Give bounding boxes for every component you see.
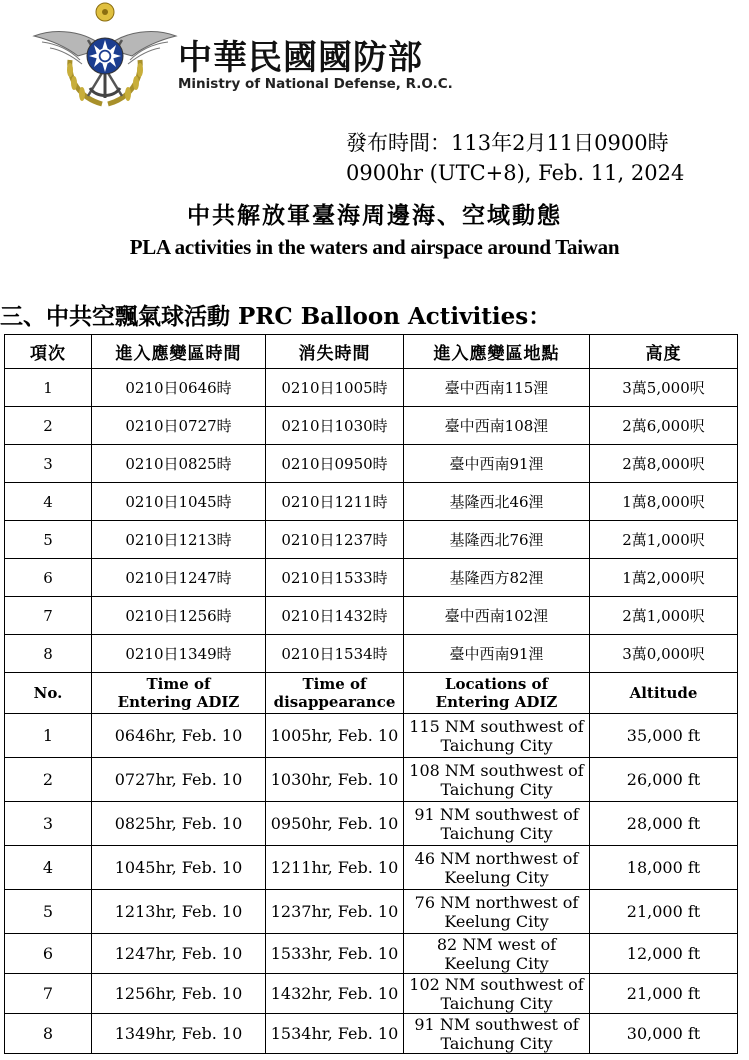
document-title bbox=[0, 200, 749, 262]
table-cell: 0210日0825時 bbox=[92, 445, 266, 483]
table-cell: 0210日0646時 bbox=[92, 369, 266, 407]
release-time bbox=[346, 128, 684, 188]
table-cell: 1 bbox=[5, 714, 92, 758]
table-row bbox=[5, 483, 738, 521]
table-cell: 3萬0,000呎 bbox=[590, 635, 738, 673]
table-cell: 18,000 ft bbox=[590, 846, 738, 890]
table-row bbox=[5, 559, 738, 597]
table-row bbox=[5, 407, 738, 445]
table-cell: 1247hr, Feb. 10 bbox=[92, 934, 266, 974]
cell-line: Keelung City bbox=[444, 953, 549, 973]
table-cell: 12,000 ft bbox=[590, 934, 738, 974]
mnd-emblem-icon bbox=[30, 0, 180, 108]
table-cell: 1349hr, Feb. 10 bbox=[92, 1014, 266, 1054]
table-cell: 8 bbox=[5, 1014, 92, 1054]
table-cell: 6 bbox=[5, 934, 92, 974]
header-cell bbox=[404, 673, 590, 714]
table-cell: 基隆西北46浬 bbox=[404, 483, 590, 521]
header-cell bbox=[590, 673, 738, 714]
header-line: Locations of bbox=[444, 675, 549, 693]
table-cell: 2 bbox=[5, 407, 92, 445]
table-cell: 8 bbox=[5, 635, 92, 673]
table-cell: 0210日1030時 bbox=[266, 407, 404, 445]
table-cell: 0210日1534時 bbox=[266, 635, 404, 673]
table-cell: 2萬1,000呎 bbox=[590, 521, 738, 559]
table-cell: 2 bbox=[5, 758, 92, 802]
table-cell: 0210日1533時 bbox=[266, 559, 404, 597]
table-cell: 臺中西南102浬 bbox=[404, 597, 590, 635]
table-row bbox=[5, 714, 738, 758]
cell-line: 102 NM southwest of bbox=[409, 974, 584, 994]
table-row bbox=[5, 521, 738, 559]
table-cell bbox=[404, 802, 590, 846]
cell-line: Taichung City bbox=[440, 735, 553, 755]
table-cell: 3 bbox=[5, 445, 92, 483]
table-cell bbox=[404, 1014, 590, 1054]
cell-line: 82 NM west of bbox=[436, 934, 557, 954]
table-row bbox=[5, 802, 738, 846]
table-cell: 臺中西南115浬 bbox=[404, 369, 590, 407]
table-cell: 7 bbox=[5, 974, 92, 1014]
table-cell: 6 bbox=[5, 559, 92, 597]
header-line: Entering ADIZ bbox=[435, 693, 558, 711]
header-line: disappearance bbox=[273, 693, 396, 711]
table-cell: 0950hr, Feb. 10 bbox=[266, 802, 404, 846]
table-row bbox=[5, 758, 738, 802]
table-cell: 5 bbox=[5, 521, 92, 559]
table-cell: 28,000 ft bbox=[590, 802, 738, 846]
cell-line: Keelung City bbox=[444, 911, 549, 931]
release-time-zh: 發布時間：113年2月11日0900時 bbox=[346, 131, 669, 155]
table-row bbox=[5, 635, 738, 673]
header-line: Time of bbox=[302, 675, 367, 693]
table-cell: 1030hr, Feb. 10 bbox=[266, 758, 404, 802]
header-cell: 項次 bbox=[5, 335, 92, 369]
table-cell: 4 bbox=[5, 846, 92, 890]
cell-line: 91 NM southwest of bbox=[414, 804, 579, 824]
table-cell: 21,000 ft bbox=[590, 974, 738, 1014]
table-row bbox=[5, 974, 738, 1014]
org-name-en: Ministry of National Defense, R.O.C. bbox=[178, 76, 453, 92]
table-cell: 0210日1256時 bbox=[92, 597, 266, 635]
header-cell bbox=[266, 673, 404, 714]
table-cell: 0210日0950時 bbox=[266, 445, 404, 483]
header-cell bbox=[92, 673, 266, 714]
cell-line: Taichung City bbox=[440, 779, 553, 799]
cell-line: Taichung City bbox=[440, 993, 553, 1013]
table-cell: 1533hr, Feb. 10 bbox=[266, 934, 404, 974]
title-en: PLA activities in the waters and airspace around Taiwan bbox=[129, 235, 620, 259]
header bbox=[30, 0, 730, 110]
cell-line: Taichung City bbox=[440, 1033, 553, 1053]
header-line: Entering ADIZ bbox=[117, 693, 240, 711]
cell-line: 115 NM southwest of bbox=[409, 716, 584, 736]
table-cell: 0210日1237時 bbox=[266, 521, 404, 559]
table-cell: 1211hr, Feb. 10 bbox=[266, 846, 404, 890]
table-cell: 1256hr, Feb. 10 bbox=[92, 974, 266, 1014]
cell-line: 91 NM southwest of bbox=[414, 1014, 579, 1034]
table-cell: 7 bbox=[5, 597, 92, 635]
table-cell: 2萬8,000呎 bbox=[590, 445, 738, 483]
header-line: No. bbox=[33, 684, 63, 702]
table-row bbox=[5, 1014, 738, 1054]
header-cell bbox=[5, 673, 92, 714]
table-cell bbox=[404, 974, 590, 1014]
table-cell: 2萬6,000呎 bbox=[590, 407, 738, 445]
table-cell: 0825hr, Feb. 10 bbox=[92, 802, 266, 846]
cell-line: 46 NM northwest of bbox=[414, 848, 579, 868]
table-header-en bbox=[5, 673, 738, 714]
table-row bbox=[5, 597, 738, 635]
table-cell: 3 bbox=[5, 802, 92, 846]
table-cell: 基隆西方82浬 bbox=[404, 559, 590, 597]
table-row bbox=[5, 369, 738, 407]
table-header-zh bbox=[5, 335, 738, 369]
balloon-activities-table bbox=[4, 334, 738, 1054]
header-cell: 高度 bbox=[590, 335, 738, 369]
table-cell: 35,000 ft bbox=[590, 714, 738, 758]
table-cell: 5 bbox=[5, 890, 92, 934]
table-cell: 2萬1,000呎 bbox=[590, 597, 738, 635]
table-cell: 4 bbox=[5, 483, 92, 521]
table-cell: 0727hr, Feb. 10 bbox=[92, 758, 266, 802]
table-cell: 0210日1247時 bbox=[92, 559, 266, 597]
table-cell bbox=[404, 714, 590, 758]
cell-line: Keelung City bbox=[444, 867, 549, 887]
org-name-zh: 中華民國國防部 bbox=[178, 38, 423, 78]
table-cell: 1213hr, Feb. 10 bbox=[92, 890, 266, 934]
table-cell: 1萬2,000呎 bbox=[590, 559, 738, 597]
table-cell: 0210日1211時 bbox=[266, 483, 404, 521]
table-cell: 0646hr, Feb. 10 bbox=[92, 714, 266, 758]
table-row bbox=[5, 934, 738, 974]
table-cell: 0210日1005時 bbox=[266, 369, 404, 407]
header-cell: 進入應變區地點 bbox=[404, 335, 590, 369]
table-cell: 0210日1349時 bbox=[92, 635, 266, 673]
table-row bbox=[5, 846, 738, 890]
table-cell: 1 bbox=[5, 369, 92, 407]
table-cell: 臺中西南91浬 bbox=[404, 445, 590, 483]
table-cell bbox=[404, 846, 590, 890]
section-heading: 三、中共空飄氣球活動 PRC Balloon Activities： bbox=[0, 303, 552, 330]
table-row bbox=[5, 890, 738, 934]
table-cell: 臺中西南108浬 bbox=[404, 407, 590, 445]
table-cell: 基隆西北76浬 bbox=[404, 521, 590, 559]
table-cell: 臺中西南91浬 bbox=[404, 635, 590, 673]
table-cell: 1432hr, Feb. 10 bbox=[266, 974, 404, 1014]
table-cell: 0210日1213時 bbox=[92, 521, 266, 559]
header-cell: 消失時間 bbox=[266, 335, 404, 369]
table-cell bbox=[404, 934, 590, 974]
table-cell: 1萬8,000呎 bbox=[590, 483, 738, 521]
cell-line: 76 NM northwest of bbox=[414, 892, 579, 912]
table-cell: 26,000 ft bbox=[590, 758, 738, 802]
table-row bbox=[5, 445, 738, 483]
table-cell: 0210日1045時 bbox=[92, 483, 266, 521]
cell-line: 108 NM southwest of bbox=[409, 760, 584, 780]
table-cell bbox=[404, 758, 590, 802]
table-cell: 30,000 ft bbox=[590, 1014, 738, 1054]
title-zh: 中共解放軍臺海周邊海、空域動態 bbox=[187, 202, 562, 229]
table-cell: 0210日0727時 bbox=[92, 407, 266, 445]
cell-line: Taichung City bbox=[440, 823, 553, 843]
release-time-en: 0900hr (UTC+8), Feb. 11, 2024 bbox=[346, 161, 685, 185]
table-cell bbox=[404, 890, 590, 934]
header-line: Time of bbox=[146, 675, 211, 693]
table-cell: 1237hr, Feb. 10 bbox=[266, 890, 404, 934]
table-cell: 3萬5,000呎 bbox=[590, 369, 738, 407]
table-cell: 1045hr, Feb. 10 bbox=[92, 846, 266, 890]
table-cell: 1005hr, Feb. 10 bbox=[266, 714, 404, 758]
table-cell: 21,000 ft bbox=[590, 890, 738, 934]
header-line: Altitude bbox=[629, 684, 698, 702]
table-body bbox=[5, 335, 738, 1054]
table-cell: 1534hr, Feb. 10 bbox=[266, 1014, 404, 1054]
header-cell: 進入應變區時間 bbox=[92, 335, 266, 369]
table-cell: 0210日1432時 bbox=[266, 597, 404, 635]
